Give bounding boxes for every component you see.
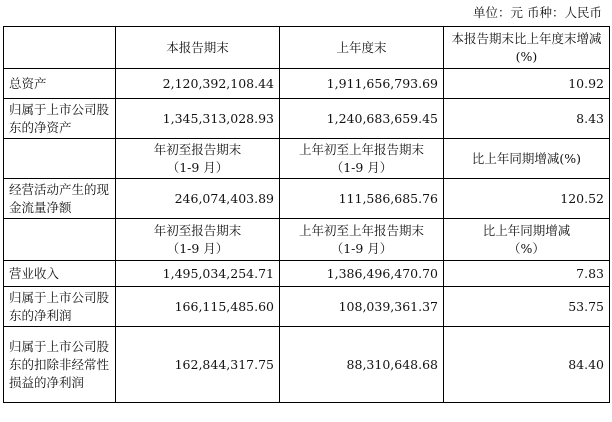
cell-value: 7.83 xyxy=(444,261,610,287)
subheader-yoy-change: 比上年同期增减(%) xyxy=(444,139,610,179)
subheader-blank-cell xyxy=(4,219,116,261)
table-row xyxy=(4,99,610,139)
row-label-operating-cash-flow: 经营活动产生的现金流量净额 xyxy=(4,179,116,219)
table-row xyxy=(4,327,610,403)
header-prior-year-end: 上年度末 xyxy=(280,27,444,69)
cell-value: 84.40 xyxy=(444,327,610,403)
table-header-row xyxy=(4,27,610,69)
cell-value: 2,120,392,108.44 xyxy=(116,69,280,99)
table-row xyxy=(4,69,610,99)
cell-value: 88,310,648.68 xyxy=(280,327,444,403)
subheader-yoy-change: 比上年同期增减 （%） xyxy=(444,219,610,261)
subheader-prior-ytd: 上年初至上年报告期末 （1-9 月） xyxy=(280,219,444,261)
table-row xyxy=(4,179,610,219)
subheader-ytd: 年初至报告期末 （1-9 月） xyxy=(116,139,280,179)
cell-value: 246,074,403.89 xyxy=(116,179,280,219)
cell-value: 1,386,496,470.70 xyxy=(280,261,444,287)
cell-value: 108,039,361.37 xyxy=(280,287,444,327)
table-row xyxy=(4,261,610,287)
cell-value: 53.75 xyxy=(444,287,610,327)
table-row xyxy=(4,287,610,327)
table-subheader-row xyxy=(4,139,610,179)
table-subheader-row xyxy=(4,219,610,261)
unit-currency-note: 单位：元 币种：人民币 xyxy=(473,5,602,20)
cell-value: 120.52 xyxy=(444,179,610,219)
row-label-net-assets: 归属于上市公司股东的净资产 xyxy=(4,99,116,139)
financial-summary-table xyxy=(3,26,610,403)
row-label-total-assets: 总资产 xyxy=(4,69,116,99)
cell-value: 162,844,317.75 xyxy=(116,327,280,403)
cell-value: 1,495,034,254.71 xyxy=(116,261,280,287)
row-label-net-profit: 归属于上市公司股东的净利润 xyxy=(4,287,116,327)
cell-value: 1,345,313,028.93 xyxy=(116,99,280,139)
header-current-period-end: 本报告期末 xyxy=(116,27,280,69)
row-label-net-profit-excl-nonrecurring: 归属于上市公司股东的扣除非经常性损益的净利润 xyxy=(4,327,116,403)
subheader-blank-cell xyxy=(4,139,116,179)
cell-value: 10.92 xyxy=(444,69,610,99)
cell-value: 1,911,656,793.69 xyxy=(280,69,444,99)
cell-value: 1,240,683,659.45 xyxy=(280,99,444,139)
cell-value: 8.43 xyxy=(444,99,610,139)
header-blank-cell xyxy=(4,27,116,69)
header-change-percent: 本报告期末比上年度末增减(%) xyxy=(444,27,610,69)
cell-value: 166,115,485.60 xyxy=(116,287,280,327)
cell-value: 111,586,685.76 xyxy=(280,179,444,219)
row-label-operating-revenue: 营业收入 xyxy=(4,261,116,287)
subheader-ytd: 年初至报告期末 （1-9 月） xyxy=(116,219,280,261)
subheader-prior-ytd: 上年初至上年报告期末 （1-9 月） xyxy=(280,139,444,179)
